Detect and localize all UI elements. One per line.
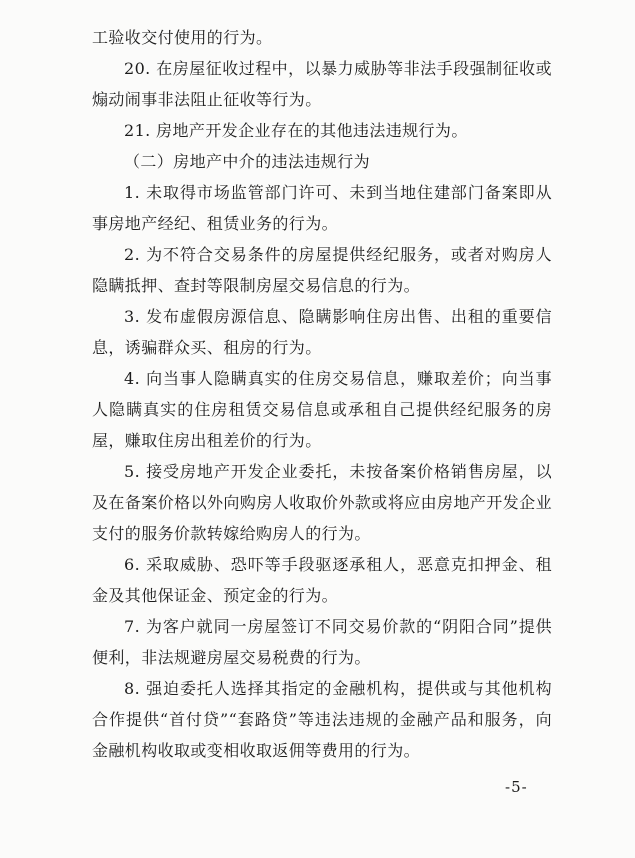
- paragraph-10: 7. 为客户就同一房屋签订不同交易价款的“阴阳合同”提供便利，非法规避房屋交易税费的行为。: [92, 617, 552, 667]
- paragraph-4: 1. 未取得市场监管部门许可、未到当地住建部门备案即从事房地产经纪、租赁业务的行为。: [92, 183, 552, 233]
- paragraph-6: 3. 发布虚假房源信息、隐瞒影响住房出售、出租的重要信息，诱骗群众买、租房的行为。: [92, 307, 552, 357]
- section-heading: （二）房地产中介的违法违规行为: [124, 152, 371, 171]
- paragraph-1: 20. 在房屋征收过程中，以暴力威胁等非法手段强制征收或煽动闹事非法阻止征收等行为。: [92, 59, 552, 109]
- paragraph-11: 8. 强迫委托人选择其指定的金融机构，提供或与其他机构合作提供“首付贷”“套路贷”等违法违规的金融产品和服务，向金融机构收取或变相收取返佣等费用的行为。: [92, 679, 552, 760]
- paragraph-5: 2. 为不符合交易条件的房屋提供经纪服务，或者对购房人隐瞒抵押、查封等限制房屋交易信息的行为。: [92, 245, 552, 295]
- document-body: [92, 22, 552, 766]
- paragraph-8: 5. 接受房地产开发企业委托，未按备案价格销售房屋，以及在备案价格以外向购房人收取价外款或将应由房地产开发企业支付的服务价款转嫁给购房人的行为。: [92, 462, 552, 543]
- paragraph-7: 4. 向当事人隐瞒真实的住房交易信息，赚取差价；向当事人隐瞒真实的住房租赁交易信息或承租自己提供经纪服务的房屋，赚取住房出租差价的行为。: [92, 369, 552, 450]
- paragraph-2: 21. 房地产开发企业存在的其他违法违规行为。: [124, 121, 468, 140]
- paragraph-0: 工验收交付使用的行为。: [92, 28, 273, 47]
- page-number: -5-: [505, 778, 528, 796]
- paragraph-9: 6. 采取威胁、恐吓等手段驱逐承租人，恶意克扣押金、租金及其他保证金、预定金的行为。: [92, 555, 552, 605]
